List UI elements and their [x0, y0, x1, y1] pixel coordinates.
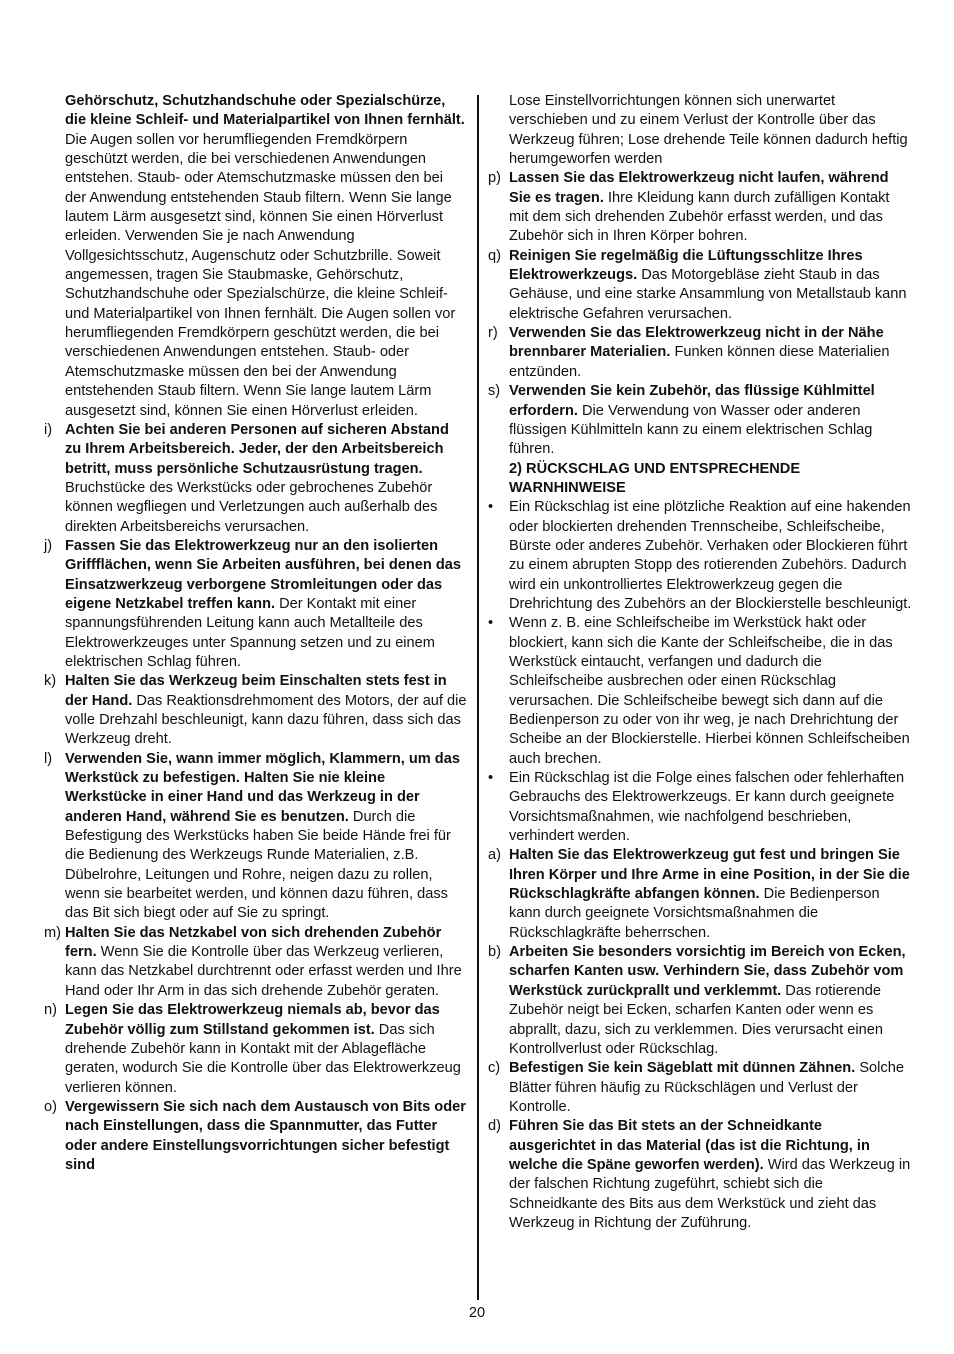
- list-item-m: [44, 924, 468, 1001]
- item-body-text: Der Kontakt mit einer spannungsführenden Leitung kann auch Metallteile des Elektrowerkzeuges unter Spannung setzen und zu einem elektrischen Schlag führen.: [65, 595, 435, 670]
- page-number: 20: [468, 1305, 486, 1321]
- item-marker: i): [44, 421, 53, 438]
- item-bold-text: Befestigen Sie kein Sägeblatt mit dünnen Zähnen.: [509, 1060, 856, 1077]
- bullet-item: [488, 614, 912, 769]
- list-item-q: [488, 247, 912, 324]
- item-marker: j): [44, 537, 53, 554]
- left-column: [44, 92, 468, 1175]
- item-body-text: Solche Blätter führen häufig zu Rückschlägen und Verlust der Kontrolle.: [509, 1060, 904, 1115]
- bullet-text: Ein Rückschlag ist die Folge eines falschen oder fehlerhaften Gebrauchs des Elektrowerkzeugs. Er kann durch geeignete Vorsichtsmaßnahmen, wie nachfolgend beschrieben, verhindert werden.: [509, 770, 905, 845]
- item-bold-text: Halten Sie das Werkzeug beim Einschalten stets fest in der Hand.: [65, 673, 447, 709]
- item-bold-text: Arbeiten Sie besonders vorsichtig im Bereich von Ecken, scharfen Kanten usw. Verhindern Sie, dass Zubehör vom Werkstück zurückprallt und verklemmt.: [509, 944, 906, 999]
- list-item-b: [488, 943, 912, 1059]
- item-marker: n): [44, 1002, 57, 1019]
- item-marker: d): [488, 1118, 501, 1135]
- item-marker: m): [44, 924, 62, 941]
- item-marker: r): [488, 325, 498, 342]
- item-marker: l): [44, 750, 53, 767]
- item-bold-text: Verwenden Sie kein Zubehör, das flüssige Kühlmittel erfordern.: [509, 383, 875, 419]
- column-divider: [477, 95, 479, 1300]
- list-item-d: [488, 1117, 912, 1233]
- item-body-text: Das rotierende Zubehör neigt bei Ecken, scharfen Kanten oder wenn es abprallt, dazu, sich zu verklemmen. Dies verursacht einen Kontrollverlust oder Rückschlag.: [509, 982, 883, 1057]
- list-item-p: [488, 169, 912, 246]
- list-item-j: [44, 537, 468, 672]
- intro-bold-text: Gehörschutz, Schutzhandschuhe oder Spezialschürze, die kleine Schleif- und Materialpartikel von Ihnen fernhält.: [65, 93, 465, 129]
- item-body-text: Funken können diese Materialien entzünden.: [509, 344, 890, 380]
- item-body-text: Ihre Kleidung kann durch zufälligen Kontakt mit dem sich drehenden Zubehör erfasst werden, und das Zubehör sich in Ihren Körper bohren.: [509, 189, 890, 245]
- item-body-text: Wenn Sie die Kontrolle über das Werkzeug verlieren, kann das Netzkabel durchtrennt oder erfasst werden und Ihre Hand oder Ihr Arm in das sich drehende Zubehör geraten.: [65, 944, 462, 999]
- bullet-item: [488, 769, 912, 846]
- list-item-i: [44, 421, 468, 537]
- list-item-r: [488, 324, 912, 382]
- bullet-text: Ein Rückschlag ist eine plötzliche Reaktion auf eine hakenden oder blockierten drehenden Trennscheibe, Schleifscheibe, Bürste oder anderes Zubehör. Verhaken oder Blockieren führt zu einem abrupten Stopp des rotierenden Zubehörs. Dadurch wird ein unkontrolliertes Elektrowerkzeug gegen die Drehrichtung des Zubehörs an der Blockierstelle beschleunigt.: [509, 499, 912, 612]
- item-body-text: Die Verwendung von Wasser oder anderen flüssigen Kühlmitteln kann zu einem elektrischen Schlag führen.: [509, 402, 873, 458]
- item-marker: q): [488, 247, 501, 264]
- list-item-n: [44, 1001, 468, 1098]
- item-marker: b): [488, 944, 501, 961]
- item-body-text: Wird das Werkzeug in der falschen Richtung zugeführt, schiebt sich die Schneidkante des Bits aus dem Werkstück und zieht das Werkzeug in Richtung der Zuführung.: [509, 1156, 911, 1231]
- item-bold-text: Verwenden Sie das Elektrowerkzeug nicht in der Nähe brennbarer Materialien.: [509, 325, 884, 361]
- item-body-text: Das sich drehende Zubehör kann in Kontakt mit der Ablagefläche geraten, wodurch Sie die Kontrolle über das Elektrowerkzeug verlieren können.: [65, 1021, 461, 1096]
- intro-body-text: Die Augen sollen vor herumfliegenden Fremdkörpern geschützt werden, die bei verschiedenen Anwendungen entstehen. Staub- oder Atemschutzmaske müssen den bei der Anwendung entstehenden Staub filtern. Wenn Sie lange lautem Lärm ausgesetzt sind, können Sie einen Hörverlust erleiden. Verwenden Sie je nach Anwendung Vollgesichtsschutz, Augenschutz oder Schutzbrille. Soweit angemessen, tragen Sie Staubmaske, Gehörschutz, Schutzhandschuhe oder Spezialschürze, die kleine Schleif- und Materialpartikel von Ihnen fernhält. Die Augen sollen vor herumfliegenden Fremdkörpern geschützt werden, die bei verschiedenen Anwendungen entstehen. Staub- oder Atemschutzmaske müssen den bei der Anwendung entstehenden Staub filtern. Wenn Sie lange lautem Lärm ausgesetzt sind, können Sie einen Hörverlust erleiden.: [65, 131, 456, 419]
- item-bold-text: Vergewissern Sie sich nach dem Austausch von Bits oder nach Einstellungen, dass die Spannmutter, das Futter oder andere Einstellungsvorrichtungen sicher befestigt sind: [65, 1098, 466, 1173]
- item-marker: p): [488, 170, 501, 187]
- item-marker: c): [488, 1060, 501, 1077]
- list-item-k: [44, 672, 468, 749]
- bullet-icon: •: [488, 770, 494, 787]
- item-bold-text: Fassen Sie das Elektrowerkzeug nur an den isolierten Griffflächen, wenn Sie Arbeiten ausführen, bei denen das Einsatzwerkzeug verborgene Stromleitungen oder das eigene Netzkabel treffen kann.: [65, 537, 461, 612]
- item-bold-text: Verwenden Sie, wann immer möglich, Klammern, um das Werkstück zu befestigen. Halten Sie nie kleine Werkstücke in einer Hand und das Werkzeug in der anderen Hand, während Sie es benutzen.: [65, 750, 460, 825]
- item-bold-text: Halten Sie das Elektrowerkzeug gut fest und bringen Sie Ihren Körper und Ihre Arme in eine Position, in der Sie die Rückschlagkräfte abfangen können.: [509, 847, 910, 903]
- item-bold-text: Reinigen Sie regelmäßig die Lüftungsschlitze Ihres Elektrowerkzeugs.: [509, 247, 863, 284]
- item-marker: a): [488, 847, 501, 864]
- item-bold-text: Führen Sie das Bit stets an der Schneidkante ausgerichtet in das Material (das ist die Richtung, in welche die Späne geworfen werden).: [509, 1118, 870, 1173]
- item-marker: o): [44, 1098, 57, 1115]
- item-bold-text: Halten Sie das Netzkabel von sich drehenden Zubehör fern.: [65, 924, 442, 961]
- bullet-icon: •: [488, 499, 494, 516]
- item-body-text: Das Reaktionsdrehmoment des Motors, der auf die volle Drehzahl beschleunigt, kann dazu führen, dass sich das Werkzeug dreht.: [65, 692, 467, 748]
- item-bold-text: Lassen Sie das Elektrowerkzeug nicht laufen, während Sie es tragen.: [509, 170, 889, 206]
- bullet-icon: •: [488, 615, 494, 632]
- item-body-text: Durch die Befestigung des Werkstücks haben Sie beide Hände frei für die Bedienung des Werkzeugs Runde Materialien, z.B. Dübelrohre, Leitungen und Rohre, neigen dazu zu rollen, wenn sie bearbeitet werden, und können dazu führen, dass das Bit sich biegt oder auf Sie zu springt.: [65, 808, 451, 922]
- list-item-c: [488, 1059, 912, 1117]
- item-marker: k): [44, 673, 57, 690]
- list-item-o: [44, 1098, 468, 1175]
- item-body-text: Bruchstücke des Werkstücks oder gebrochenes Zubehör können wegfliegen und Verletzungen auch außerhalb des direkten Arbeitsbereichs verursachen.: [65, 479, 438, 535]
- item-bold-text: Legen Sie das Elektrowerkzeug niemals ab, bevor das Zubehör völlig zum Stillstand gekommen ist.: [65, 1002, 440, 1038]
- section-heading-line-2: WARNHINWEISE: [509, 479, 626, 496]
- intro-paragraph: [44, 92, 468, 421]
- item-bold-text: Achten Sie bei anderen Personen auf sicheren Abstand zu Ihrem Arbeitsbereich. Jeder, der den Arbeitsbereich betritt, muss persönliche Schutzausrüstung tragen.: [65, 421, 449, 477]
- bullet-item: [488, 498, 912, 614]
- item-body-text: Das Motorgebläse zieht Staub in das Gehäuse, und eine starke Ansammlung von Metallstaub kann elektrische Gefahren verursachen.: [509, 267, 907, 322]
- list-item-a: [488, 846, 912, 943]
- continuation-paragraph: Lose Einstellvorrichtungen können sich unerwartet verschieben und zu einem Verlust der Kontrolle über das Werkzeug führen; Lose drehende Teile können dadurch heftig herumgeworfen werden: [509, 93, 908, 168]
- item-body-text: Die Bedienperson kann durch geeignete Vorsichtsmaßnahmen die Rückschlagkräfte beherrschen.: [509, 886, 880, 941]
- bullet-text: Wenn z. B. eine Schleifscheibe im Werkstück hakt oder blockiert, kann sich die Kante der Schleifscheibe, die in das Werkstück eintaucht, verfangen und dadurch die Schleifscheibe ausbrechen oder einen Rückschlag verursachen. Die Schleifscheibe bewegt sich dann auf die Bedienperson zu oder von ihr weg, je nach Drehrichtung der Scheibe an der Blockierstelle. Hierbei können Schleifscheiben auch brechen.: [509, 615, 910, 767]
- item-marker: s): [488, 383, 501, 400]
- section-heading: [488, 460, 912, 499]
- right-column: [488, 92, 912, 1233]
- section-heading-line-1: 2) RÜCKSCHLAG UND ENTSPRECHENDE: [509, 460, 801, 477]
- list-item-s: [488, 382, 912, 459]
- list-item-l: [44, 750, 468, 924]
